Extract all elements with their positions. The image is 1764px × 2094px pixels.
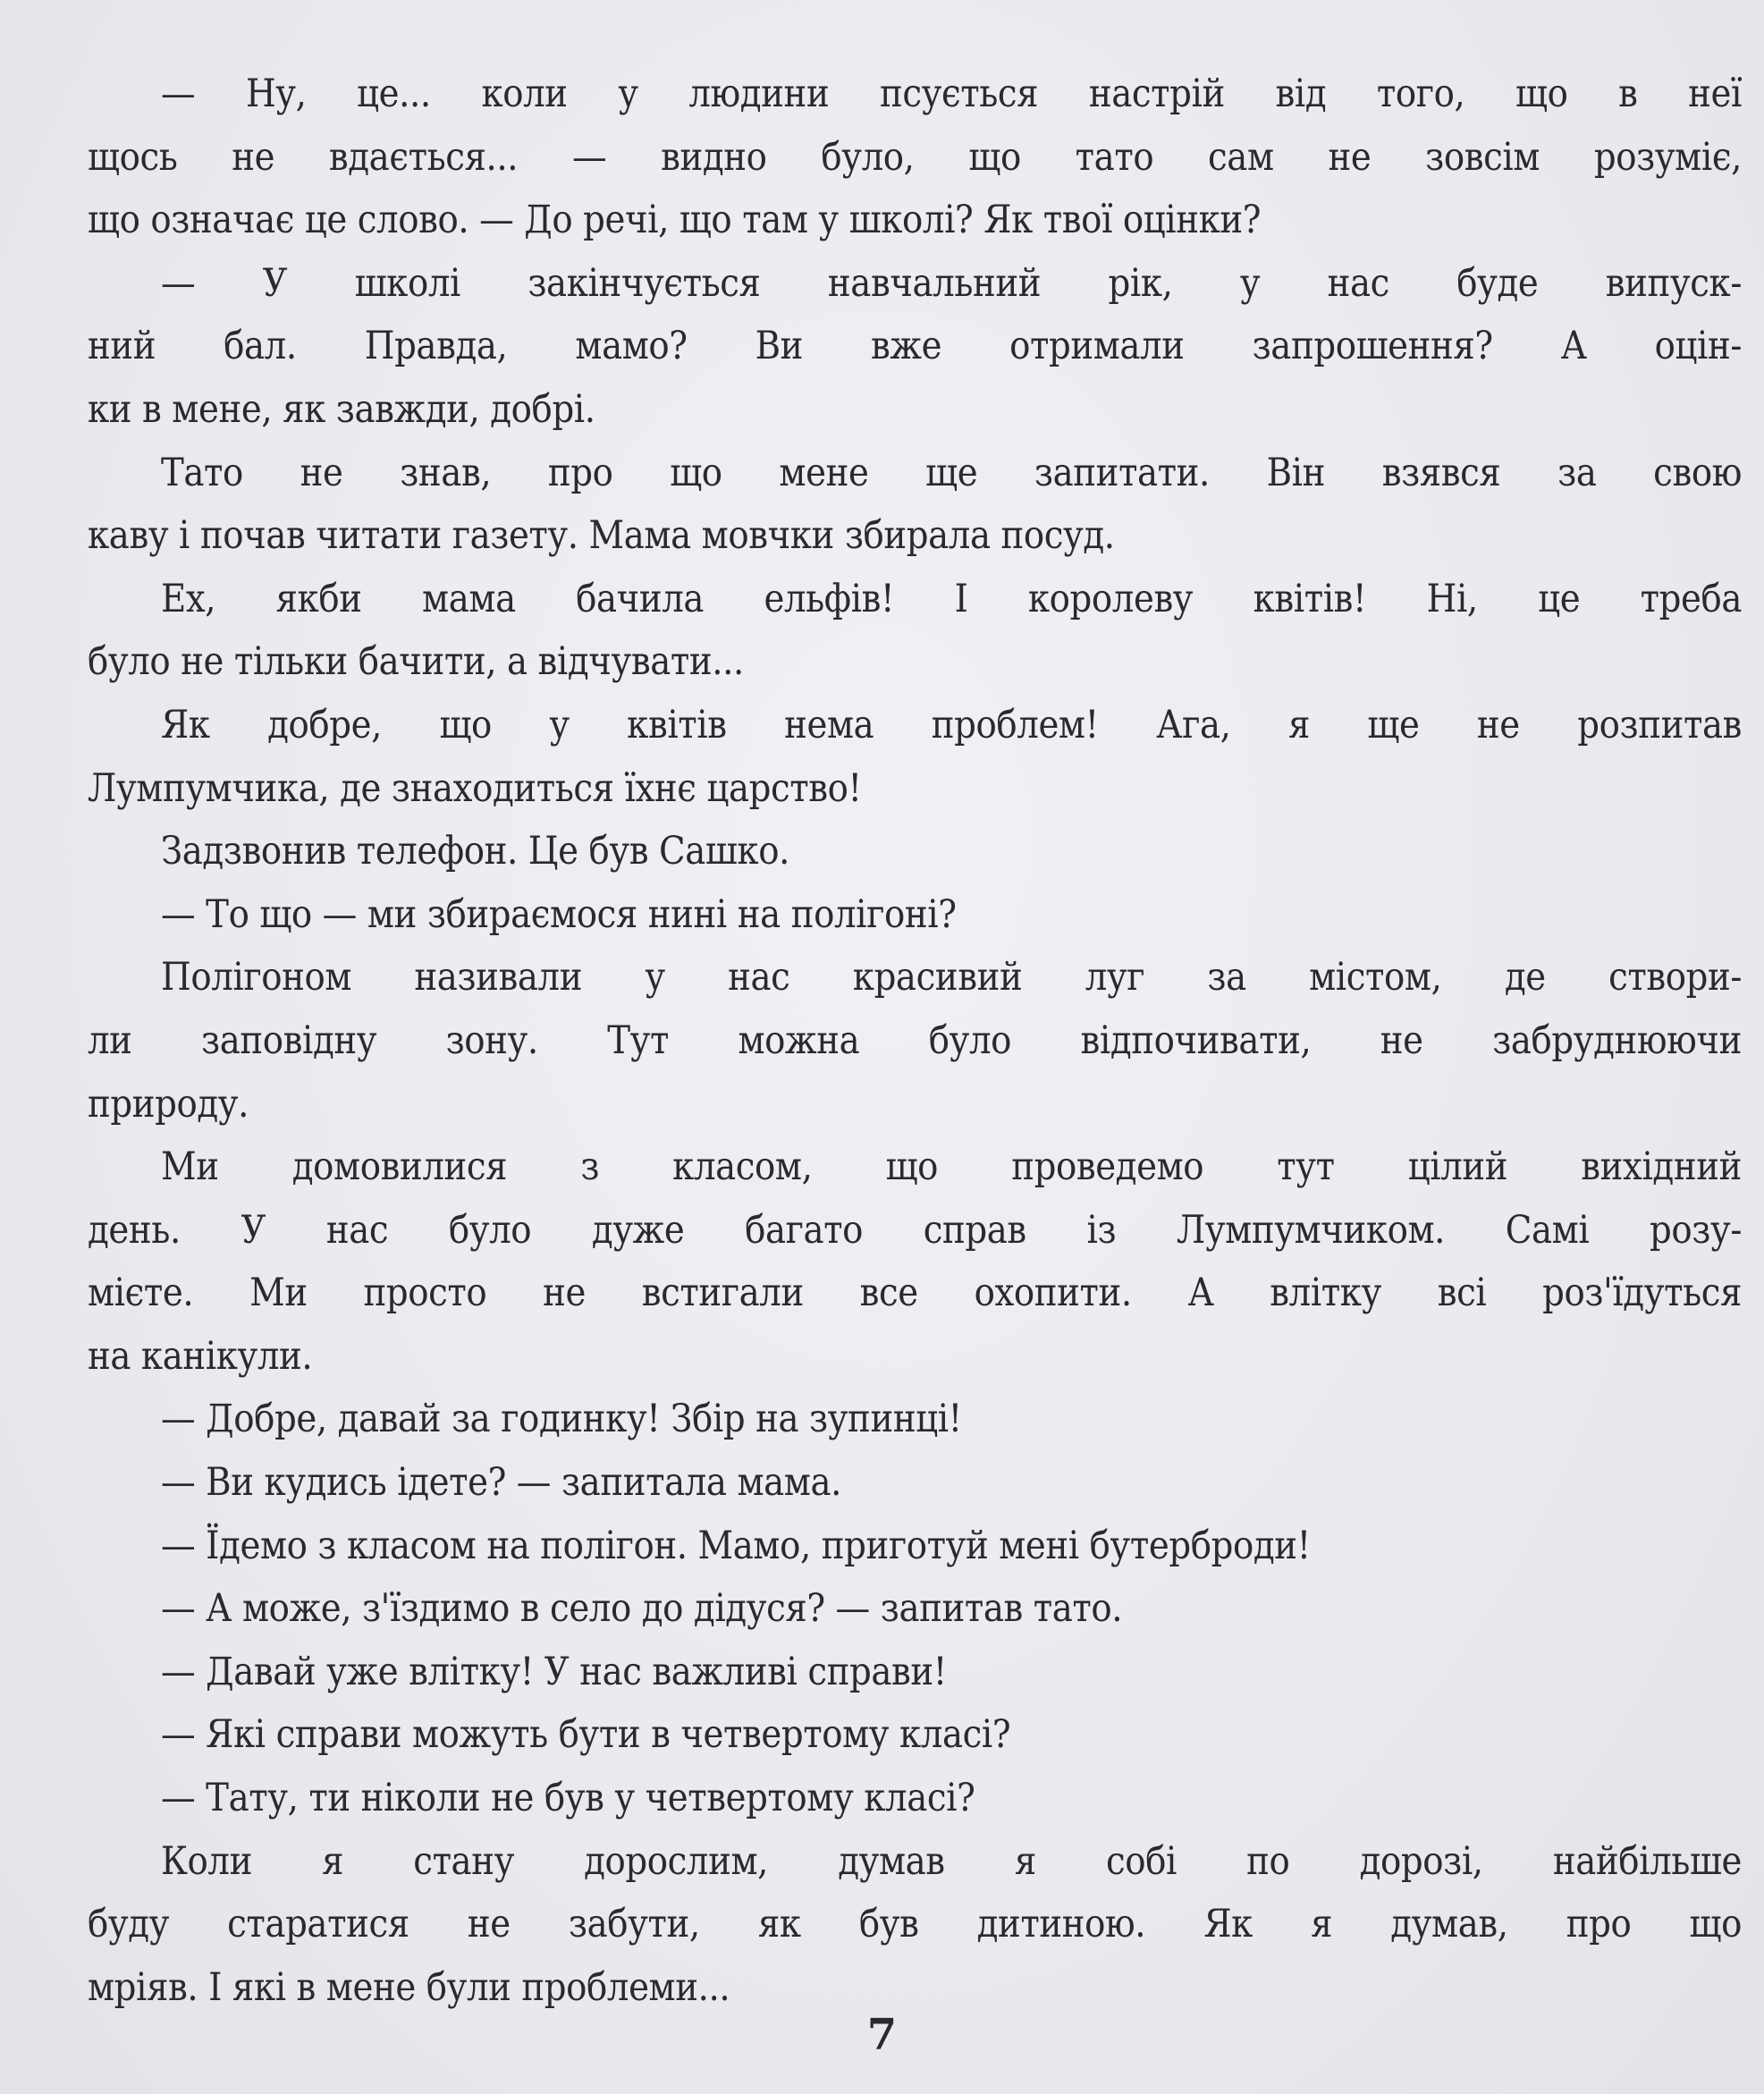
page-number: 7 xyxy=(866,2010,898,2060)
dialogue-line: — Які справи можуть бути в четвертому класі? xyxy=(161,1712,1011,1758)
text-line: природу. xyxy=(88,1081,249,1127)
text-line: що означає це слово. — До речі, що там у школі? Як твої оцінки? xyxy=(88,198,1262,243)
text-line: Як добре, що у квітів нема проблем! Ага, я ще не розпитав xyxy=(161,702,1742,747)
text-line: Полігоном називали у нас красивий луг за містом, де створи- xyxy=(161,955,1742,1001)
text-line: на канікули. xyxy=(88,1333,313,1379)
page-body xyxy=(88,63,1742,2019)
text-line: було не тільки бачити, а відчувати... xyxy=(88,639,744,685)
text-line: Коли я стану дорослим, думав я собі по дорозі, найбільше xyxy=(161,1838,1742,1884)
text-line: Задзвонив телефон. Це був Сашко. xyxy=(161,829,789,874)
dialogue-line: — Ви кудись ідете? — запитала мама. xyxy=(161,1460,842,1506)
dialogue-line: — Добре, давай за годинку! Збір на зупинці! xyxy=(161,1397,962,1442)
text-line: мієте. Ми просто не встигали все охопити. А влітку всі роз'їдуться xyxy=(88,1271,1742,1316)
dialogue-line: — То що — ми збираємося нині на полігоні? xyxy=(161,891,957,937)
text-line: Ех, якби мама бачила ельфів! І королеву квітів! Ні, це треба xyxy=(161,576,1742,621)
text-line: — У школі закінчується навчальний рік, у нас буде випуск- xyxy=(161,260,1742,306)
text-line: день. У нас було дуже багато справ із Лумпумчиком. Самі розу- xyxy=(88,1207,1742,1253)
text-line: щось не вдається... — видно було, що тато сам не зовсім розуміє, xyxy=(88,134,1742,180)
text-line: ли заповідну зону. Тут можна було відпочивати, не забруднюючи xyxy=(88,1017,1742,1063)
dialogue-line: — Тату, ти ніколи не був у четвертому класі? xyxy=(161,1776,975,1821)
text-line: — Ну, це... коли у людини псується настрій від того, що в неї xyxy=(161,72,1742,116)
text-line: каву і почав читати газету. Мама мовчки збирала посуд. xyxy=(88,513,1115,559)
dialogue-line: — А може, з'їздимо в село до дідуся? — запитав тато. xyxy=(161,1586,1123,1632)
dialogue-line: — Їдемо з класом на полігон. Мамо, приготуй мені бутерброди! xyxy=(161,1523,1311,1568)
text-line: ний бал. Правда, мамо? Ви вже отримали запрошення? А оцін- xyxy=(88,324,1742,369)
text-line: ки в мене, як завжди, добрі. xyxy=(88,386,595,432)
text-line: Лумпумчика, де знаходиться їхнє царство! xyxy=(88,765,862,811)
dialogue-line: — Давай уже влітку! У нас важливі справи! xyxy=(161,1649,947,1694)
text-line: мріяв. І які в мене були проблеми... xyxy=(88,1964,730,2010)
text-line: буду старатися не забути, як був дитиною. Як я думав, про що xyxy=(88,1902,1742,1947)
text-line: Тато не знав, про що мене ще запитати. Він взявся за свою xyxy=(161,450,1742,495)
text-line: Ми домовилися з класом, що проведемо тут цілий вихідний xyxy=(161,1144,1742,1190)
